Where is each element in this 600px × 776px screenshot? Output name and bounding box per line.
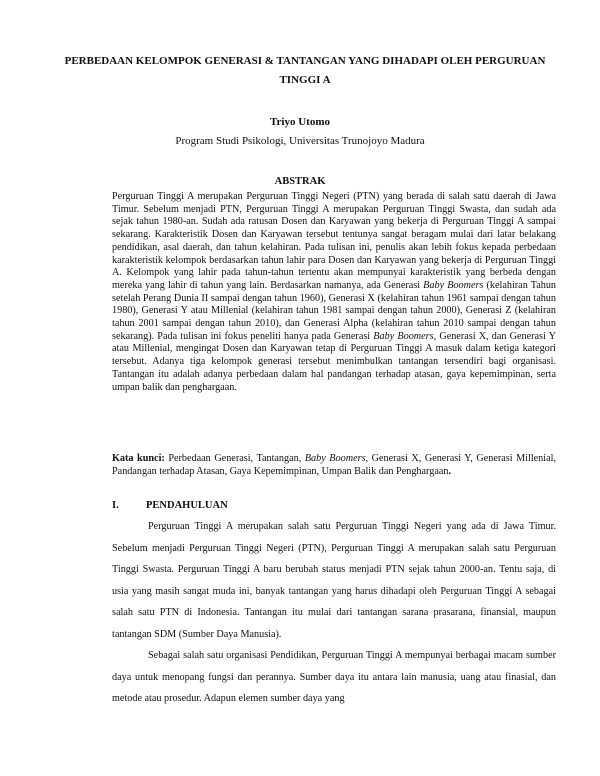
keywords-part-2: , Generasi X, Generasi Y, Generasi Millenial, Pandangan terhadap Atasan, Gaya Kepemimpinan, Umpan Balik dan Penghargaan (112, 453, 556, 477)
keywords (112, 452, 556, 478)
section-body (112, 516, 556, 710)
keywords-label: Kata kunci: (112, 453, 165, 464)
abstract-text-part-3: , Generasi X, dan Generasi Y atau Millenial, mengingat Dosen dan Karyawan tetap di Perguruan Tinggi A masuk dalam ketiga kategori tersebut. Adanya tiga kelompok generasi tersebut menimbulkan tantangan tersendiri bagi organisasi. Tantangan itu adalah adanya perbedaan dalam hal pandangan terhadap atasan, gaya kepemimpinan, serta umpan balik dan penghargaan. (112, 330, 556, 393)
body-paragraph: Sebagai salah satu organisasi Pendidikan, Perguruan Tinggi A mempunyai berbagai macam sumber daya untuk menopang fungsi dan perannya. Sumber daya itu antara lain manusia, uang atau finasial, dan metode atau prosedur. Adapun elemen sumber daya yang (112, 650, 556, 704)
section-title: PENDAHULUAN (146, 500, 228, 511)
paper-title: PERBEDAAN KELOMPOK GENERASI & TANTANGAN YANG DIHADAPI OLEH PERGURUAN TINGGI A (64, 55, 546, 86)
body-paragraph: Perguruan Tinggi A merupakan salah satu Perguruan Tinggi Negeri yang ada di Jawa Timur. Sebelum menjadi Perguruan Tinggi Negeri (PTN), Perguruan Tinggi A merupakan salah satu Perguruan Tinggi Swasta. Perguruan Tinggi A baru berubah status menjadi PTN sejak tahun 2000-an. Tentu saja, di usia yang masih sangat muda ini, banyak tantangan yang harus dihadapi oleh Perguruan Tinggi A sebagai salah satu PTN di Indonesia. Tantangan itu mulai dari tantangan sarana prasarana, finansial, maupun tantangan SDM (Sumber Daya Manusia). (112, 521, 556, 640)
keywords-term-baby-boomers: Baby Boomers (304, 453, 366, 464)
abstract-text-part-1: Perguruan Tinggi A merupakan Perguruan Tinggi Negeri (PTN) yang berada di salah satu daerah di Jawa Timur. Sebelum menjadi PTN, Perguruan Tinggi A merupakan Perguruan Tinggi Swasta, dan sudah ada sejak tahun 1980-an. Sudah ada ratusan Dosen dan Karyawan yang bekerja di Perguruan Tinggi A sampai sekarang. Karakteristik Dosen dan Karyawan tersebut tentunya sangat beragam mulai dari latar belakang pendidikan, asal daerah, dan tahun kelahiran. Pada tulisan ini, penulis akan lebih fokus kepada perbedaan karakteristik kelompok berdasarkan tahun lahir para Dosen dan Karyawan yang bekerja di Perguruan Tinggi A. Kelompok yang lahir pada tahun-tahun tertentu akan mempunyai karakteristik yang berbeda dengan mereka yang lahir di tahun yang lain. Berdasarkan namanya, ada Generasi (112, 191, 556, 291)
abstract-term-baby-boomers-1: Baby Boomers (423, 279, 484, 291)
abstract-text (112, 191, 556, 394)
keywords-end: . (448, 466, 452, 477)
section-number: I. (112, 500, 119, 511)
abstract-text-part-2: (kelahiran Tahun setelah Perang Dunia II sampai dengan tahun 1960), Generasi X (kelahiran tahun 1961 sampai dengan tahun 1980), Generasi Y atau Millenial (kelahiran tahun 1981 sampai dengan tahun 2000), Generasi Z (kelahiran tahun 2001 sampai dengan tahun 2010), dan Generasi Alpha (kelahiran tahun 2010 sampai dengan tahun sekarang). Pada tulisan ini fokus peneliti hanya pada Generasi (112, 279, 557, 342)
section-heading (112, 500, 556, 511)
author-affiliation: Program Studi Psikologi, Universitas Trunojoyo Madura (175, 135, 425, 147)
abstract-heading: ABSTRAK (274, 176, 326, 187)
abstract-term-baby-boomers-2: Baby Boomers (373, 330, 434, 342)
author-name: Triyo Utomo (270, 116, 330, 128)
keywords-part-1: Perbedaan Generasi, Tantangan, (164, 453, 305, 464)
